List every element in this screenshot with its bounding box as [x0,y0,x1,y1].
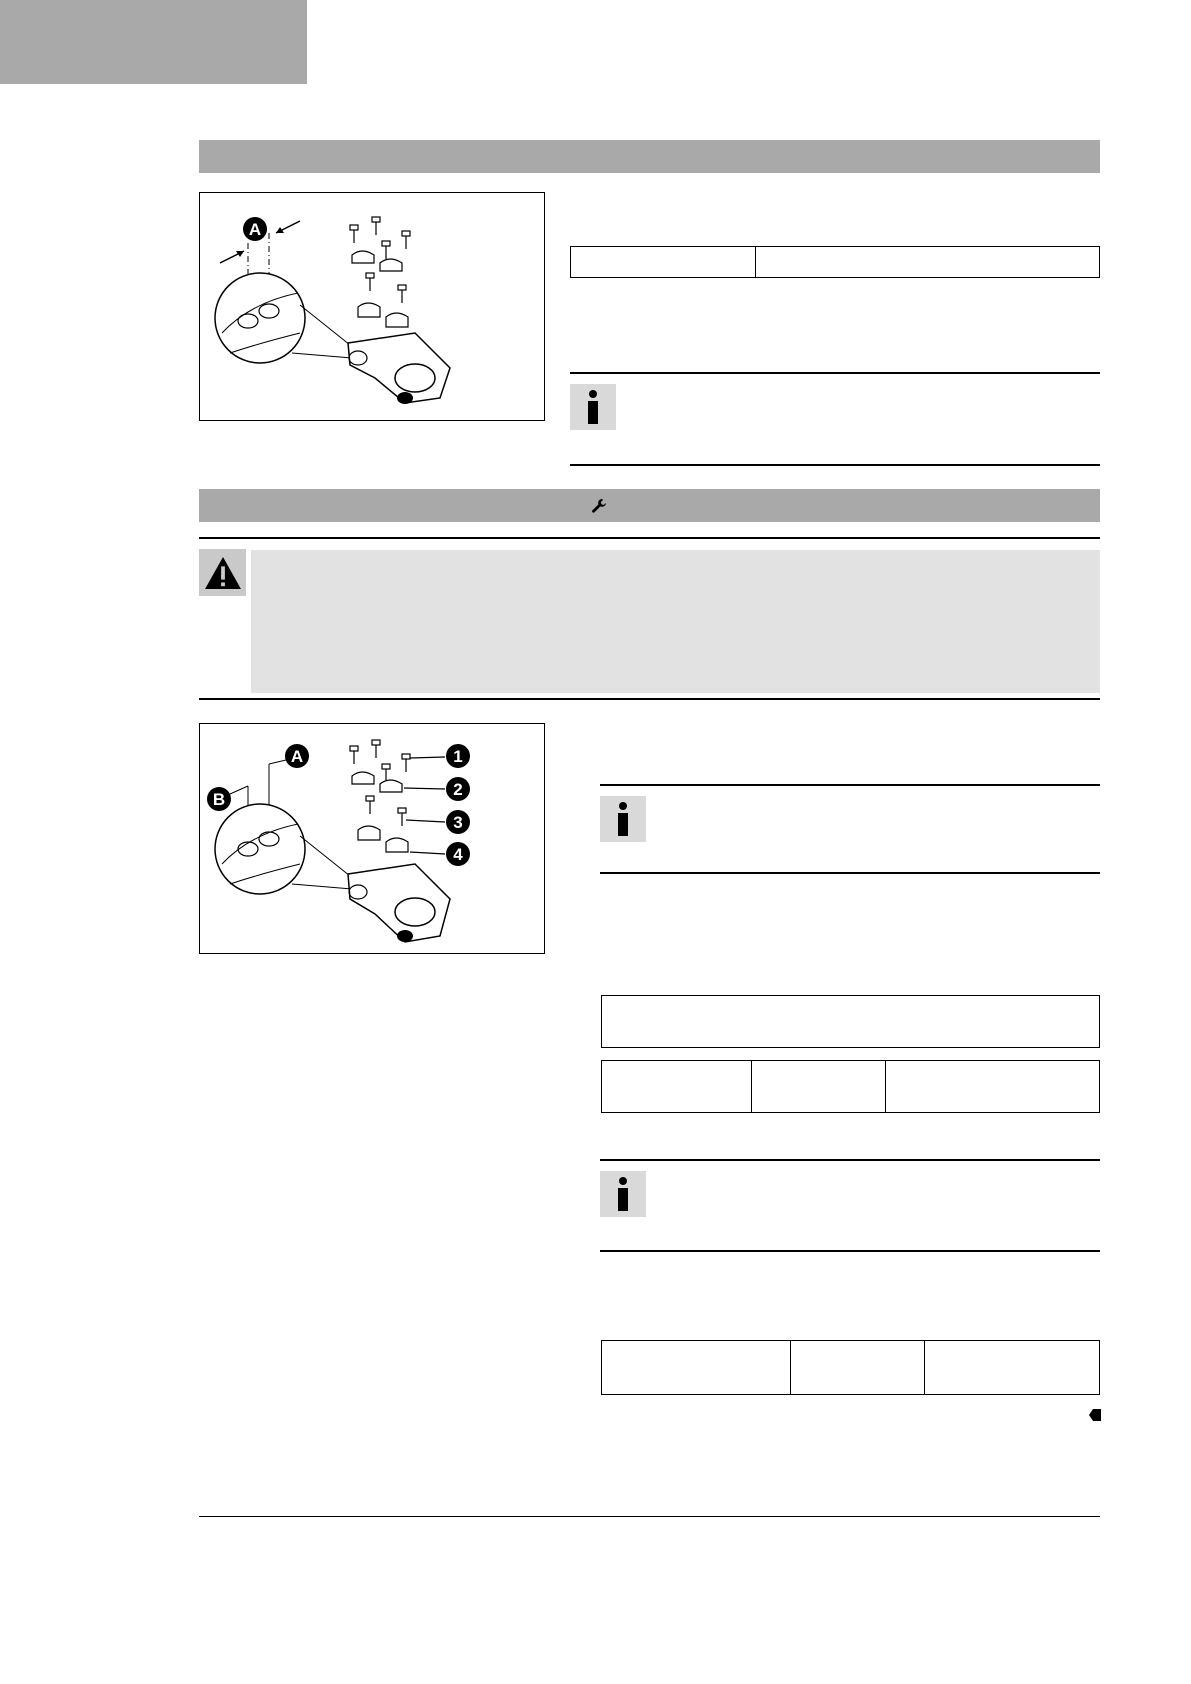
torque-table-2-value [925,1341,1099,1394]
end-marker-icon [1089,1409,1101,1421]
info-icon [600,1171,646,1217]
wrench-icon [591,498,607,514]
spec-table-1-value [756,247,1099,277]
torque-table-2-thread [791,1341,925,1394]
spec-table-1 [570,246,1100,278]
torque-table-2 [601,1340,1100,1395]
figure-handlebar-clamp-positions [199,723,545,954]
info-icon [570,384,616,430]
callout-4 [446,842,470,866]
callout-a-label: A [290,747,304,766]
callout-2 [446,777,470,801]
figure-handlebar-clamp-offset [199,192,545,421]
figure-1-illustration [200,193,544,420]
info-icon [600,796,646,842]
callout-3 [446,810,470,834]
warning-top-rule [199,537,1100,539]
spec-table-2-cell [602,996,1099,1047]
footer-rule [199,1516,1100,1517]
info-top-rule [600,1159,1100,1161]
torque-table-1 [601,1060,1100,1113]
spec-table-2 [601,995,1100,1048]
callout-1-label: 1 [453,747,463,766]
info-bottom-rule [600,1250,1100,1252]
torque-table-1-thread [752,1061,886,1112]
callout-1 [446,744,470,768]
info-top-rule [570,372,1100,374]
warning-triangle-icon [199,549,246,596]
callout-a-label: A [248,220,262,239]
spec-table-1-label [571,247,756,277]
info-top-rule [600,784,1100,786]
torque-table-1-label [602,1061,752,1112]
warning-text-box [251,550,1100,693]
figure-2-illustration [200,724,544,953]
callout-b-label: B [212,790,226,809]
footer-text [199,1525,1100,1545]
callout-4-label: 4 [453,845,463,864]
chapter-tab [0,0,307,84]
info-bottom-rule [570,464,1100,466]
warning-bottom-rule [199,698,1100,700]
torque-table-1-value [886,1061,1099,1112]
callout-3-label: 3 [453,813,463,832]
callout-2-label: 2 [453,780,463,799]
section-header-bar-2 [199,489,1100,522]
torque-table-2-label [602,1341,791,1394]
info-bottom-rule [600,872,1100,874]
section-header-bar [199,140,1100,173]
